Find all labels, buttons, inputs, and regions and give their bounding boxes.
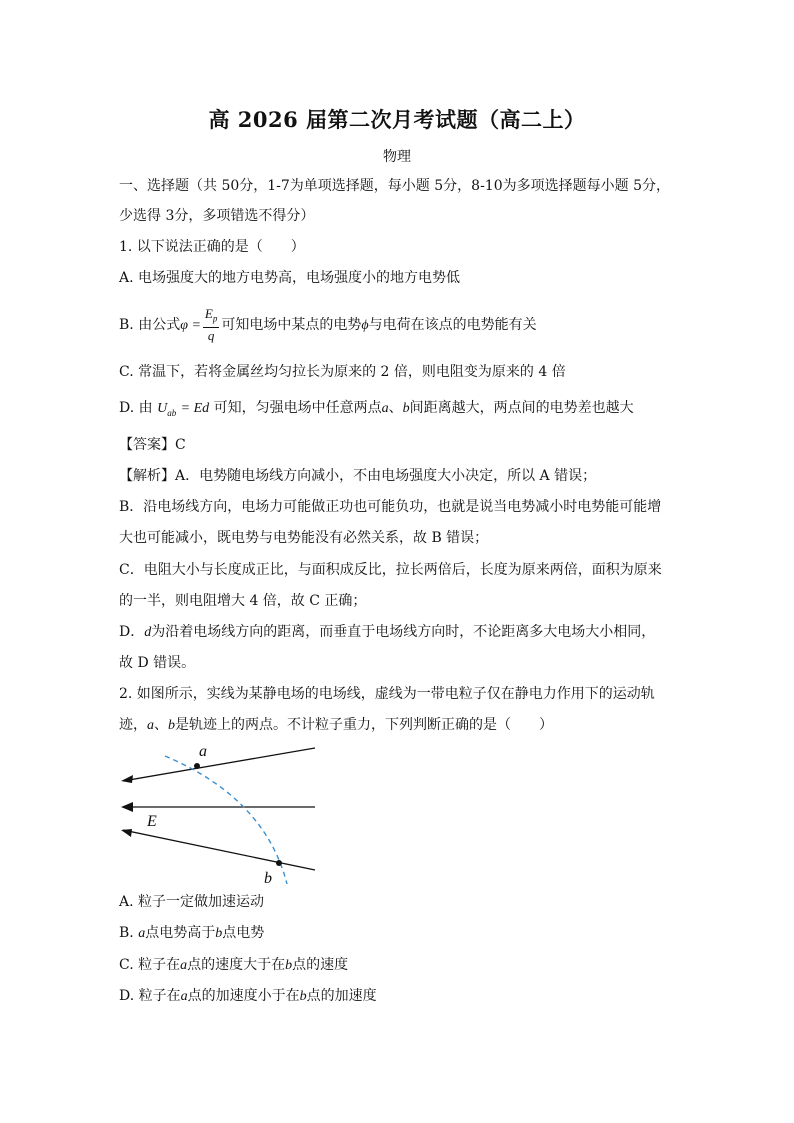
field-line-middle-arrow — [121, 802, 133, 812]
q1-option-b-mid: 可知电场中某点的电势 — [221, 316, 362, 333]
q2-option-b-suffix: 点电势 — [222, 925, 265, 941]
q2-option-b — [119, 923, 264, 944]
q1-option-d-suffix: 间距离越大，两点间的电势差也越大 — [409, 400, 634, 416]
q1-option-c: C. 常温下，若将金属丝均匀拉长为原来的 2 倍，则电阻变为原来的 4 倍 — [119, 364, 566, 380]
field-line-top-arrow — [121, 775, 133, 783]
q1-formula-ep-sub: p — [212, 313, 218, 324]
q2-option-c-prefix: C. 粒子在 — [119, 957, 181, 973]
q1-analysis-a: 【解析】A．电势随电场线方向减小，不由电场强度大小决定，所以 A 错误； — [119, 468, 597, 484]
q1-analysis-d2: 故 D 错误。 — [119, 655, 196, 671]
q2-option-b-mid: 点电势高于 — [145, 925, 216, 941]
q2-option-d-mid: 点的加速度小于在 — [187, 988, 300, 1004]
q1-option-d-u-sub: ab — [167, 407, 177, 418]
q1-option-b — [119, 306, 537, 344]
q2-stem-line2 — [119, 715, 553, 736]
q1-option-d-mid1: 可知，匀强电场中任意两点 — [213, 400, 382, 416]
q1-analysis-d1 — [119, 622, 655, 643]
point-b — [276, 860, 282, 866]
q1-analysis-b2: 大也可能减小，既电势与电势能没有必然关系，故 B 错误； — [119, 530, 489, 546]
field-line-diagram — [115, 738, 335, 890]
field-line-bottom — [123, 830, 315, 870]
q1-answer: 【答案】C — [119, 437, 186, 453]
field-line-top — [123, 748, 315, 781]
q1-analysis-b1: B．沿电场线方向，电场力可能做正功也可能负功，也就是说当电势减小时电势能可能增 — [119, 499, 662, 515]
section-instructions-line1: 一、选择题（共 50分，1-7为单项选择题，每小题 5分，8-10为多项选择题每小题 5分， — [119, 178, 670, 194]
subject-label: 物理 — [383, 149, 411, 165]
q1-option-b-prefix: B. 由公式 — [119, 316, 181, 333]
q1-option-d — [119, 398, 634, 423]
q2-stem-line1: 2. 如图所示，实线为某静电场的电场线，虚线为一带电粒子仅在静电力作用下的运动轨 — [119, 686, 655, 702]
q2-stem-suffix: 是轨迹上的两点。不计粒子重力，下列判断正确的是（ ） — [175, 717, 553, 733]
q1-analysis-d1-suffix: 为沿着电场线方向的距离，而垂直于电场线方向时，不论距离多大电场大小相同， — [151, 624, 656, 640]
page-title: 高 2026 届第二次月考试题（高二上） — [208, 107, 586, 132]
label-b: b — [264, 870, 272, 887]
q1-option-d-u: U — [157, 401, 168, 416]
q1-formula-numerator — [203, 306, 219, 328]
q2-option-d-a: a — [180, 989, 188, 1004]
q2-option-c-a: a — [180, 958, 188, 973]
q1-analysis-c2: 的一半，则电阻增大 4 倍，故 C 正确； — [119, 593, 367, 609]
q2-option-c-suffix: 点的速度 — [292, 957, 349, 973]
q1-option-d-a: a — [381, 401, 389, 416]
q2-stem-prefix: 迹， — [119, 717, 147, 733]
q2-option-b-b: b — [215, 926, 223, 941]
q1-formula-fraction — [203, 306, 219, 344]
q1-option-a: A. 电场强度大的地方电势高，电场强度小的地方电势低 — [119, 270, 461, 286]
q2-stem-sep: 、 — [154, 717, 168, 733]
q2-option-d-prefix: D. 粒子在 — [119, 988, 181, 1004]
q2-option-c — [119, 955, 348, 976]
q2-option-c-mid: 点的速度大于在 — [187, 957, 286, 973]
q1-formula-denominator: q — [207, 327, 215, 343]
q1-analysis-d1-d: d — [144, 625, 152, 640]
q1-option-b-suffix: 与电荷在该点的电势能有关 — [368, 316, 537, 333]
q2-stem-b: b — [168, 718, 175, 733]
q1-option-d-b: b — [402, 401, 410, 416]
label-a: a — [199, 743, 207, 760]
label-e: E — [147, 813, 157, 830]
field-line-bottom-arrow — [121, 829, 132, 837]
q2-option-d-b: b — [299, 989, 307, 1004]
q1-option-d-sep: 、 — [388, 400, 403, 416]
q2-option-b-prefix: B. — [119, 925, 139, 941]
q2-option-d-suffix: 点的加速度 — [306, 988, 377, 1004]
q1-stem: 1. 以下说法正确的是（ ） — [119, 239, 305, 255]
q2-option-c-b: b — [285, 958, 293, 973]
q1-option-d-eq: = Ed — [180, 401, 210, 416]
q2-option-b-a: a — [138, 926, 146, 941]
q2-stem-a: a — [147, 718, 154, 733]
section-instructions-line2: 少选得 3分，多项错选不得分） — [119, 208, 315, 224]
q2-option-d — [119, 986, 377, 1007]
q1-formula-ep: E — [204, 306, 213, 321]
point-a — [194, 763, 200, 769]
q2-option-a: A. 粒子一定做加速运动 — [119, 894, 265, 910]
q1-analysis-c1: C．电阻大小与长度成正比，与面积成反比，拉长两倍后，长度为原来两倍，面积为原来 — [119, 562, 662, 578]
q1-analysis-d1-prefix: D． — [119, 624, 145, 640]
q1-option-d-prefix: D. 由 — [119, 400, 153, 416]
q1-option-b-phi2: ϕ — [361, 317, 369, 333]
q1-formula-phi: φ = — [180, 317, 201, 333]
particle-trajectory — [165, 756, 287, 884]
